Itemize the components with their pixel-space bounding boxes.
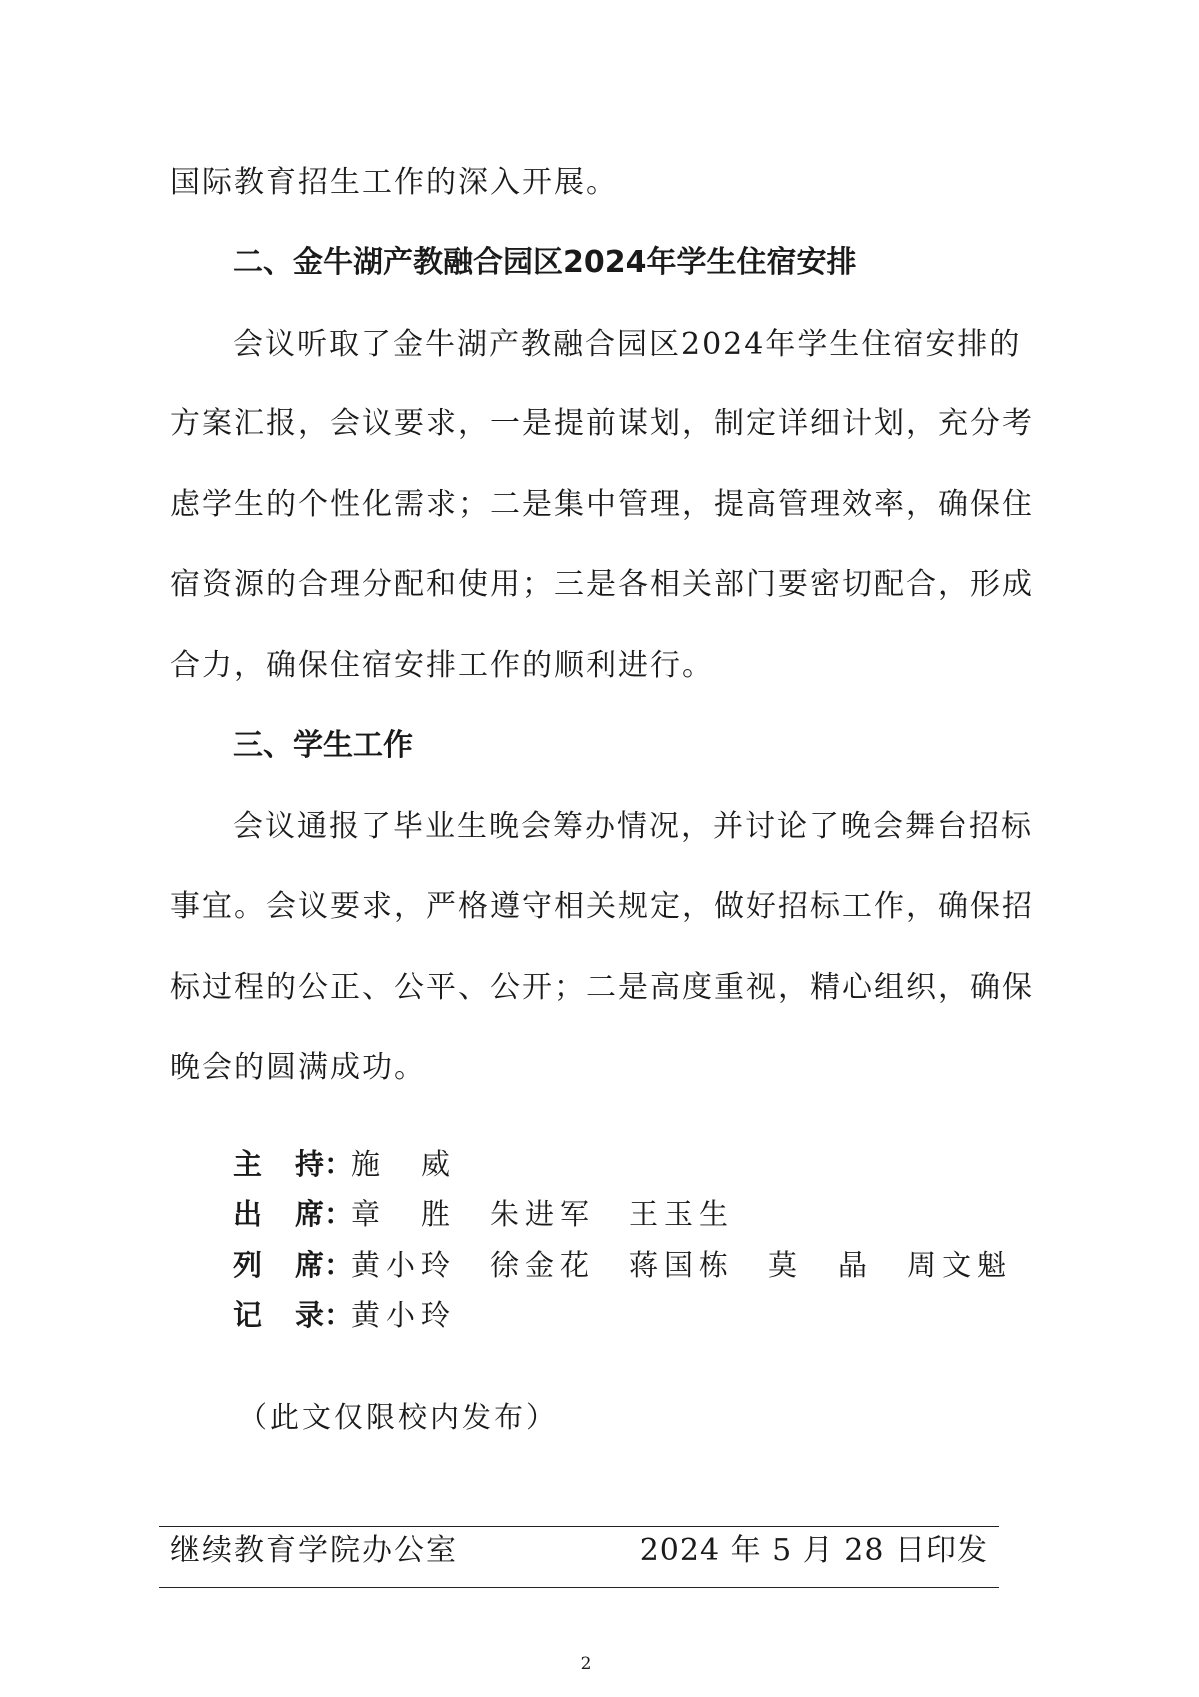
attendance-label: 出 席： (233, 1197, 354, 1231)
paragraph-line: 会议听取了金牛湖产教融合园区2024年学生住宿安排的 (233, 327, 1022, 362)
paragraph-line: 合力，确保住宿安排工作的顺利进行。 (170, 648, 714, 683)
footer-date: 2024 年 5 月 28 日印发 (639, 1533, 988, 1568)
paragraph-line: 晚会的圆满成功。 (170, 1050, 426, 1085)
attendance-recorder (233, 1293, 490, 1337)
section-heading-student-work: 三、学生工作 (233, 728, 413, 763)
person-name: 黄小玲 (351, 1248, 457, 1282)
person-name: 王玉生 (629, 1197, 735, 1231)
person-name: 莫 晶 (768, 1248, 874, 1282)
footer-top-rule (159, 1526, 999, 1527)
paragraph-line: 方案汇报，会议要求，一是提前谋划，制定详细计划，充分考 (170, 406, 1034, 441)
paragraph-line: 事宜。会议要求，严格遵守相关规定，做好招标工作，确保招 (170, 889, 1034, 924)
attendance-observers (233, 1243, 1046, 1287)
attendance-names (351, 1142, 490, 1186)
person-name: 徐金花 (490, 1248, 596, 1282)
person-name: 朱进军 (490, 1197, 596, 1231)
paragraph-line: 虑学生的个性化需求；二是集中管理，提高管理效率，确保住 (170, 487, 1034, 522)
person-name: 周文魁 (907, 1248, 1013, 1282)
page-number: 2 (580, 1654, 592, 1674)
paragraph-line: 标过程的公正、公平、公开；二是高度重视，精心组织，确保 (170, 970, 1034, 1005)
footer-issuer: 继续教育学院办公室 (170, 1533, 458, 1568)
attendance-label: 列 席： (233, 1248, 354, 1282)
footer-bottom-rule (159, 1587, 999, 1588)
attendance-present (233, 1192, 768, 1236)
person-name: 蒋国栋 (629, 1248, 735, 1282)
attendance-names (351, 1293, 490, 1337)
distribution-notice: （此文仅限校内发布） (238, 1400, 559, 1434)
attendance-names (351, 1243, 1046, 1287)
attendance-host (233, 1142, 490, 1186)
person-name: 施 威 (351, 1147, 457, 1181)
person-name: 黄小玲 (351, 1298, 457, 1332)
person-name: 章 胜 (351, 1197, 457, 1231)
paragraph-line: 宿资源的合理分配和使用；三是各相关部门要密切配合，形成 (170, 567, 1034, 602)
paragraph-line: 会议通报了毕业生晚会筹办情况，并讨论了晚会舞台招标 (233, 809, 1033, 844)
attendance-names (351, 1192, 768, 1236)
continuation-line: 国际教育招生工作的深入开展。 (170, 165, 618, 200)
attendance-label: 记 录： (233, 1298, 354, 1332)
attendance-label: 主 持： (233, 1147, 354, 1181)
section-heading-housing: 二、金牛湖产教融合园区2024年学生住宿安排 (233, 245, 857, 280)
